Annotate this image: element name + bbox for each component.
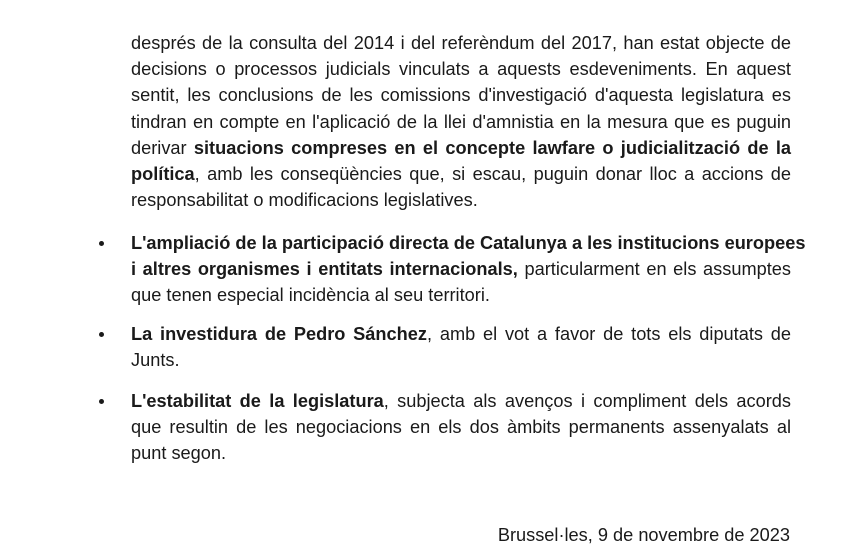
bullet-icon <box>98 241 106 249</box>
bullet-icon <box>98 332 106 340</box>
text-line <box>131 256 791 282</box>
text-line <box>131 161 791 187</box>
place-date: Brussel·les, 9 de novembre de 2023 <box>497 525 790 545</box>
bold-text: L'ampliació de la participació directa de Catalunya a les institucions europees <box>131 233 806 253</box>
text-line: punt segon. <box>131 443 227 464</box>
text-line <box>131 135 791 161</box>
text-line: Junts. <box>131 350 180 371</box>
text-line <box>131 321 791 347</box>
bullet-item-investiture <box>131 321 791 373</box>
continuation-paragraph <box>131 30 791 213</box>
text-span: particularment en els assumptes <box>517 259 791 280</box>
text-span: , amb les conseqüències que, si escau, puguin donar lloc a accions de <box>194 164 791 185</box>
text-line: tindran en compte en l'aplicació de la llei d'amnistia en la mesura que es puguin <box>131 111 791 132</box>
text-line: que tenen especial incidència al seu territori. <box>131 285 490 306</box>
bold-text: La investidura de Pedro Sánchez <box>131 324 427 344</box>
bullet-item-international <box>131 230 806 309</box>
text-line: sentit, les conclusions de les comissions d'investigació d'aquesta legislatura es <box>131 85 791 106</box>
bullet-item-stability <box>131 388 791 467</box>
bullet-icon <box>98 399 106 407</box>
text-line: que resultin de les negociacions en els dos àmbits permanents assenyalats al <box>131 417 791 438</box>
text-span: , amb el vot a favor de tots els diputats de <box>426 324 792 344</box>
bold-text: política <box>131 164 195 185</box>
text-span: , subjecta als avenços i compliment dels acords <box>383 391 792 411</box>
text-span: derivar <box>131 137 187 158</box>
text-line <box>131 230 806 256</box>
bold-text: L'estabilitat de la legislatura <box>131 391 384 411</box>
text-line: decisions o processos judicials vinculats a aquests esdeveniments. En aquest <box>131 59 791 80</box>
text-line: després de la consulta del 2014 i del referèndum del 2017, han estat objecte de <box>131 33 791 53</box>
text-line: responsabilitat o modificacions legislatives. <box>131 190 478 211</box>
text-line <box>131 388 791 414</box>
bold-text: situacions compreses en el concepte lawfare o judicialització de la <box>193 137 791 158</box>
bold-text: i altres organismes i entitats internacionals, <box>131 259 518 280</box>
